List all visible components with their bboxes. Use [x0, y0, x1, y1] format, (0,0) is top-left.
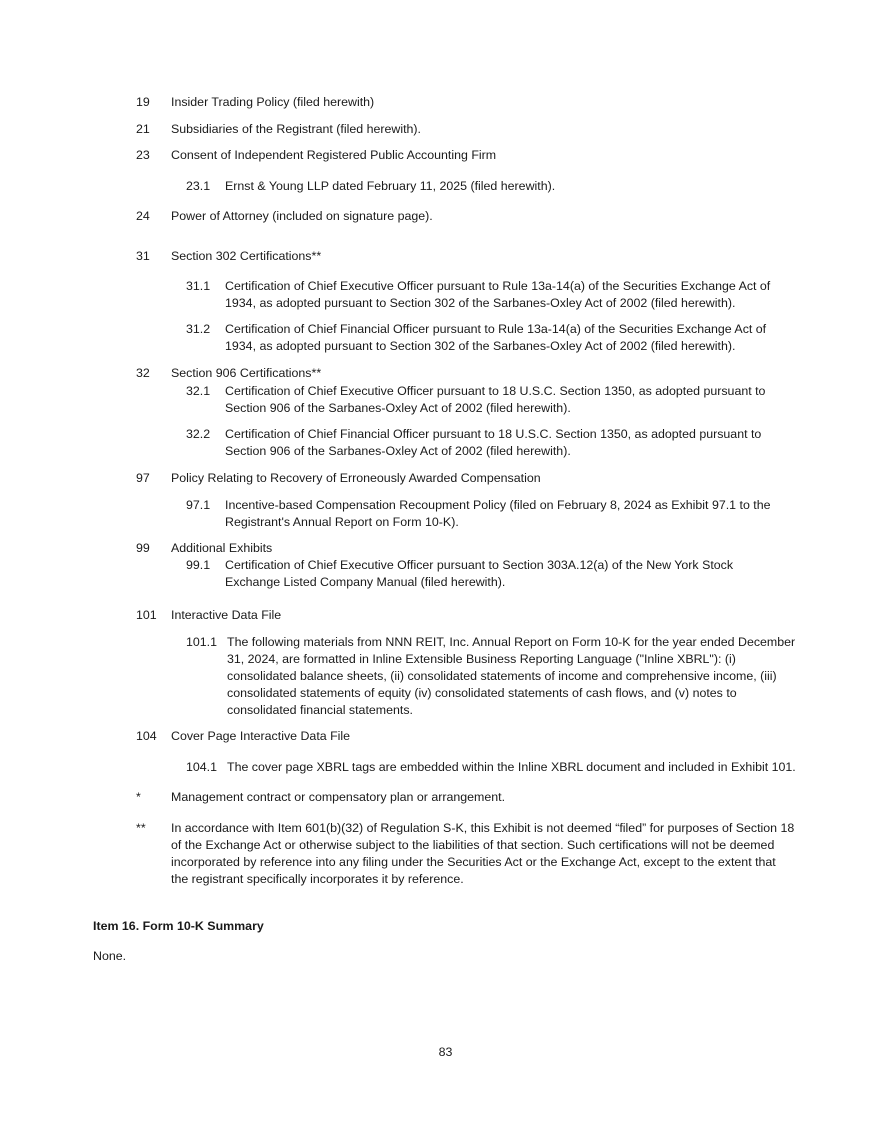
exhibit-number: 97.1	[186, 498, 211, 512]
exhibit-description: Certification of Chief Executive Officer pursuant to Rule 13a-14(a) of the Securities Exchange Act of 1934, as adopted pursuant to Section 302 of the Sarbanes-Oxley Act of 2002 (filed herewith).	[225, 279, 771, 310]
exhibit-number: 104	[136, 729, 157, 743]
exhibit-description: Insider Trading Policy (filed herewith)	[171, 95, 375, 109]
exhibit-description: Power of Attorney (included on signature page).	[171, 209, 433, 223]
page-number: 83	[438, 1045, 453, 1059]
exhibit-number: 31.2	[186, 322, 211, 336]
exhibit-number: 31.1	[186, 279, 211, 293]
exhibit-description: The cover page XBRL tags are embedded within the Inline XBRL document and included in Exhibit 101.	[227, 760, 796, 774]
exhibit-number: 101	[136, 608, 157, 622]
footnote-marker: *	[136, 790, 141, 804]
footnote-marker: **	[136, 821, 146, 835]
exhibit-number: 32	[136, 366, 150, 380]
exhibit-description: Certification of Chief Financial Officer pursuant to 18 U.S.C. Section 1350, as adopted pursuant to Section 906 of the Sarbanes-Oxley Act of 2002 (filed herewith).	[225, 427, 762, 458]
exhibit-number: 23	[136, 148, 150, 162]
exhibit-description: Section 302 Certifications**	[171, 249, 322, 263]
exhibit-number: 32.2	[186, 427, 211, 441]
exhibit-description: Section 906 Certifications**	[171, 366, 322, 380]
exhibit-description: Interactive Data File	[171, 608, 282, 622]
footnote-text: In accordance with Item 601(b)(32) of Regulation S-K, this Exhibit is not deemed “filed” for purposes of Section 18 of the Exchange Act or otherwise subject to the liabilities of that section. Such certifications will not be deemed incorporated by reference into any filing under the Securities Act or the Exchange Act, except to the extent that the registrant specifically incorporates it by reference.	[171, 821, 795, 886]
exhibit-description: Cover Page Interactive Data File	[171, 729, 351, 743]
exhibit-number: 99	[136, 541, 150, 555]
item-16-heading: Item 16. Form 10-K Summary	[93, 919, 264, 933]
exhibit-description: Policy Relating to Recovery of Erroneously Awarded Compensation	[171, 471, 541, 485]
exhibit-number: 32.1	[186, 384, 211, 398]
exhibit-description: Certification of Chief Financial Officer pursuant to Rule 13a-14(a) of the Securities Exchange Act of 1934, as adopted pursuant to Section 302 of the Sarbanes-Oxley Act of 2002 (filed herewith).	[225, 322, 767, 353]
exhibit-number: 99.1	[186, 558, 211, 572]
exhibit-description: Certification of Chief Executive Officer pursuant to Section 303A.12(a) of the New York Stock Exchange Listed Company Manual (filed herewith).	[225, 558, 734, 589]
exhibit-description: The following materials from NNN REIT, Inc. Annual Report on Form 10-K for the year ended December 31, 2024, are formatted in Inline Extensible Business Reporting Language ("Inline XBRL"): (i) consolidated balance sheets, (ii) consolidated statements of income and comprehensive income, (iii) consolidated statements of equity (iv) consolidated statements of cash flows, and (v) notes to consolidated financial statements.	[227, 635, 796, 717]
exhibit-description: Additional Exhibits	[171, 541, 273, 555]
exhibit-number: 31	[136, 249, 150, 263]
exhibit-number: 97	[136, 471, 150, 485]
item-16-body: None.	[93, 949, 127, 963]
exhibit-number: 104.1	[186, 760, 218, 774]
exhibit-number: 21	[136, 122, 150, 136]
exhibit-description: Ernst & Young LLP dated February 11, 2025 (filed herewith).	[225, 179, 556, 193]
exhibit-number: 24	[136, 209, 150, 223]
exhibit-description: Consent of Independent Registered Public Accounting Firm	[171, 148, 497, 162]
exhibit-number: 101.1	[186, 635, 218, 649]
footnote-text: Management contract or compensatory plan or arrangement.	[171, 790, 506, 804]
exhibit-number: 19	[136, 95, 150, 109]
exhibit-description: Incentive-based Compensation Recoupment Policy (filed on February 8, 2024 as Exhibit 97.1 to the Registrant's Annual Report on Form 10-K).	[225, 498, 771, 529]
exhibit-description: Certification of Chief Executive Officer pursuant to 18 U.S.C. Section 1350, as adopted pursuant to Section 906 of the Sarbanes-Oxley Act of 2002 (filed herewith).	[225, 384, 766, 415]
exhibit-number: 23.1	[186, 179, 211, 193]
exhibit-description: Subsidiaries of the Registrant (filed herewith).	[171, 122, 421, 136]
